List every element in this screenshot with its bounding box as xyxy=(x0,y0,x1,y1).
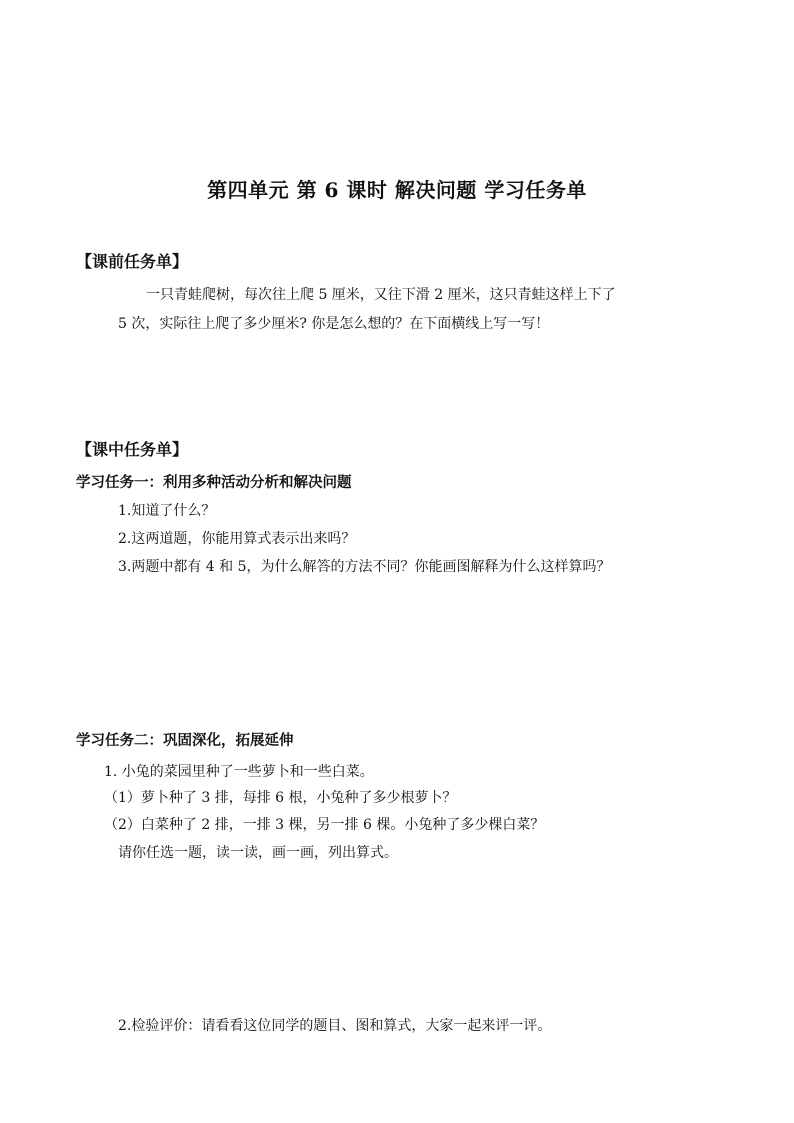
in-class-heading: 【课中任务单】 xyxy=(76,440,189,459)
task1-item-3: 3.两题中都有 4 和 5，为什么解答的方法不同？你能画图解释为什么这样算吗？ xyxy=(118,559,611,575)
pre-class-text-line1: 一只青蛙爬树，每次往上爬 5 厘米，又往下滑 2 厘米，这只青蛙这样上下了 xyxy=(146,287,616,303)
task2-question-1: 1. 小兔的菜园里种了一些萝卜和一些白菜。 xyxy=(104,764,374,780)
page-title: 第四单元 第 6 课时 解决问题 学习任务单 xyxy=(207,178,587,202)
task1-item-1: 1.知道了什么？ xyxy=(118,503,216,519)
task2-subquestion-1: （1）萝卜种了 3 排，每排 6 根，小兔种了多少根萝卜？ xyxy=(104,790,457,806)
pre-class-heading: 【课前任务单】 xyxy=(76,252,189,271)
pre-class-text-line2: 5 次，实际往上爬了多少厘米? 你是怎么想的？在下面横线上写一写！ xyxy=(118,316,550,332)
task2-subquestion-2: （2）白菜种了 2 排，一排 3 棵，另一排 6 棵。小兔种了多少棵白菜？ xyxy=(104,817,545,833)
task1-title: 学习任务一：利用多种活动分析和解决问题 xyxy=(76,474,352,491)
task1-item-2: 2.这两道题，你能用算式表示出来吗？ xyxy=(118,531,356,547)
task2-title: 学习任务二：巩固深化，拓展延伸 xyxy=(76,732,294,749)
task2-question-2: 2.检验评价：请看看这位同学的题目、图和算式，大家一起来评一评。 xyxy=(118,1018,552,1034)
task2-instruction: 请你任选一题，读一读，画一画，列出算式。 xyxy=(118,845,398,861)
